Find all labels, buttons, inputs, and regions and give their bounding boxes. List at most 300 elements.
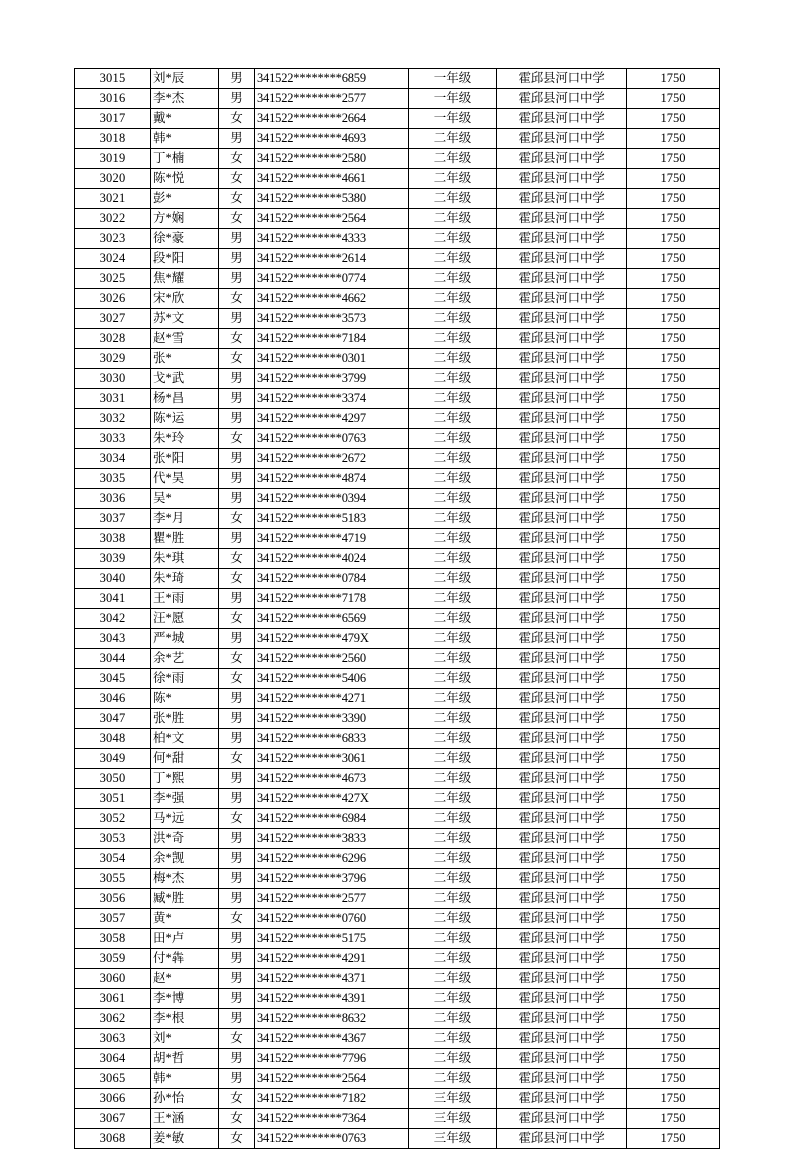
- cell-gender: 男: [219, 689, 255, 709]
- cell-grade: 二年级: [409, 129, 497, 149]
- cell-school: 霍邱县河口中学: [497, 569, 627, 589]
- cell-id-number: 341522********4297: [255, 409, 409, 429]
- table-row: [75, 889, 720, 909]
- cell-school: 霍邱县河口中学: [497, 549, 627, 569]
- cell-school: 霍邱县河口中学: [497, 289, 627, 309]
- cell-sequence-number: 3023: [75, 229, 151, 249]
- cell-id-number: 341522********5406: [255, 669, 409, 689]
- cell-amount: 1750: [627, 709, 720, 729]
- cell-grade: 二年级: [409, 969, 497, 989]
- cell-id-number: 341522********2577: [255, 889, 409, 909]
- cell-amount: 1750: [627, 169, 720, 189]
- cell-gender: 男: [219, 1009, 255, 1029]
- cell-school: 霍邱县河口中学: [497, 69, 627, 89]
- cell-school: 霍邱县河口中学: [497, 449, 627, 469]
- cell-grade: 二年级: [409, 389, 497, 409]
- cell-sequence-number: 3037: [75, 509, 151, 529]
- cell-grade: 二年级: [409, 569, 497, 589]
- cell-id-number: 341522********0394: [255, 489, 409, 509]
- cell-id-number: 341522********2560: [255, 649, 409, 669]
- cell-school: 霍邱县河口中学: [497, 489, 627, 509]
- cell-sequence-number: 3021: [75, 189, 151, 209]
- table-row: [75, 789, 720, 809]
- table-row: [75, 169, 720, 189]
- cell-gender: 男: [219, 69, 255, 89]
- cell-amount: 1750: [627, 949, 720, 969]
- cell-id-number: 341522********4291: [255, 949, 409, 969]
- cell-amount: 1750: [627, 489, 720, 509]
- cell-amount: 1750: [627, 1109, 720, 1129]
- table-row: [75, 189, 720, 209]
- cell-sequence-number: 3044: [75, 649, 151, 669]
- cell-gender: 女: [219, 609, 255, 629]
- cell-amount: 1750: [627, 749, 720, 769]
- table-row: [75, 669, 720, 689]
- cell-amount: 1750: [627, 629, 720, 649]
- cell-sequence-number: 3034: [75, 449, 151, 469]
- table-row: [75, 569, 720, 589]
- cell-gender: 女: [219, 1129, 255, 1149]
- cell-gender: 女: [219, 569, 255, 589]
- cell-amount: 1750: [627, 689, 720, 709]
- cell-student-name: 付*犇: [151, 949, 219, 969]
- cell-gender: 男: [219, 369, 255, 389]
- cell-id-number: 341522********0763: [255, 429, 409, 449]
- cell-school: 霍邱县河口中学: [497, 809, 627, 829]
- cell-grade: 二年级: [409, 249, 497, 269]
- cell-school: 霍邱县河口中学: [497, 329, 627, 349]
- cell-id-number: 341522********4874: [255, 469, 409, 489]
- cell-grade: 二年级: [409, 269, 497, 289]
- cell-grade: 三年级: [409, 1129, 497, 1149]
- table-row: [75, 69, 720, 89]
- cell-grade: 二年级: [409, 549, 497, 569]
- cell-student-name: 戈*武: [151, 369, 219, 389]
- cell-id-number: 341522********4367: [255, 1029, 409, 1049]
- cell-amount: 1750: [627, 409, 720, 429]
- cell-grade: 二年级: [409, 1029, 497, 1049]
- cell-sequence-number: 3017: [75, 109, 151, 129]
- cell-student-name: 彭*: [151, 189, 219, 209]
- cell-sequence-number: 3019: [75, 149, 151, 169]
- cell-student-name: 赵*: [151, 969, 219, 989]
- cell-gender: 男: [219, 449, 255, 469]
- cell-gender: 女: [219, 109, 255, 129]
- cell-school: 霍邱县河口中学: [497, 1109, 627, 1129]
- cell-id-number: 341522********4333: [255, 229, 409, 249]
- cell-sequence-number: 3018: [75, 129, 151, 149]
- cell-student-name: 朱*琪: [151, 549, 219, 569]
- cell-grade: 二年级: [409, 429, 497, 449]
- cell-amount: 1750: [627, 589, 720, 609]
- table-row: [75, 229, 720, 249]
- cell-student-name: 徐*雨: [151, 669, 219, 689]
- cell-id-number: 341522********7796: [255, 1049, 409, 1069]
- cell-student-name: 柏*文: [151, 729, 219, 749]
- cell-grade: 二年级: [409, 609, 497, 629]
- cell-student-name: 丁*楠: [151, 149, 219, 169]
- cell-id-number: 341522********4719: [255, 529, 409, 549]
- cell-id-number: 341522********427X: [255, 789, 409, 809]
- table-row: [75, 329, 720, 349]
- table-row: [75, 349, 720, 369]
- cell-grade: 二年级: [409, 829, 497, 849]
- cell-sequence-number: 3048: [75, 729, 151, 749]
- cell-amount: 1750: [627, 649, 720, 669]
- cell-amount: 1750: [627, 229, 720, 249]
- cell-id-number: 341522********4661: [255, 169, 409, 189]
- cell-gender: 男: [219, 389, 255, 409]
- cell-student-name: 马*远: [151, 809, 219, 829]
- cell-id-number: 341522********3573: [255, 309, 409, 329]
- cell-gender: 男: [219, 269, 255, 289]
- cell-amount: 1750: [627, 549, 720, 569]
- cell-grade: 二年级: [409, 149, 497, 169]
- cell-sequence-number: 3061: [75, 989, 151, 1009]
- cell-sequence-number: 3027: [75, 309, 151, 329]
- cell-grade: 二年级: [409, 909, 497, 929]
- cell-amount: 1750: [627, 309, 720, 329]
- cell-sequence-number: 3058: [75, 929, 151, 949]
- cell-school: 霍邱县河口中学: [497, 869, 627, 889]
- cell-id-number: 341522********2614: [255, 249, 409, 269]
- cell-gender: 女: [219, 209, 255, 229]
- cell-student-name: 苏*文: [151, 309, 219, 329]
- cell-student-name: 胡*哲: [151, 1049, 219, 1069]
- cell-sequence-number: 3054: [75, 849, 151, 869]
- cell-student-name: 戴*: [151, 109, 219, 129]
- cell-school: 霍邱县河口中学: [497, 1009, 627, 1029]
- cell-amount: 1750: [627, 569, 720, 589]
- table-row: [75, 449, 720, 469]
- cell-sequence-number: 3035: [75, 469, 151, 489]
- cell-school: 霍邱县河口中学: [497, 889, 627, 909]
- cell-amount: 1750: [627, 729, 720, 749]
- cell-grade: 二年级: [409, 209, 497, 229]
- cell-grade: 二年级: [409, 309, 497, 329]
- cell-school: 霍邱县河口中学: [497, 909, 627, 929]
- cell-gender: 男: [219, 929, 255, 949]
- cell-sequence-number: 3024: [75, 249, 151, 269]
- cell-gender: 男: [219, 469, 255, 489]
- cell-gender: 女: [219, 669, 255, 689]
- roster-table-wrapper: [74, 68, 719, 1149]
- cell-id-number: 341522********4693: [255, 129, 409, 149]
- cell-gender: 男: [219, 1069, 255, 1089]
- table-row: [75, 769, 720, 789]
- cell-gender: 女: [219, 1029, 255, 1049]
- cell-student-name: 朱*琦: [151, 569, 219, 589]
- cell-amount: 1750: [627, 529, 720, 549]
- cell-gender: 女: [219, 169, 255, 189]
- cell-sequence-number: 3042: [75, 609, 151, 629]
- cell-school: 霍邱县河口中学: [497, 609, 627, 629]
- cell-school: 霍邱县河口中学: [497, 209, 627, 229]
- cell-school: 霍邱县河口中学: [497, 409, 627, 429]
- cell-gender: 男: [219, 129, 255, 149]
- cell-school: 霍邱县河口中学: [497, 509, 627, 529]
- cell-id-number: 341522********2672: [255, 449, 409, 469]
- cell-amount: 1750: [627, 429, 720, 449]
- cell-sequence-number: 3052: [75, 809, 151, 829]
- cell-school: 霍邱县河口中学: [497, 429, 627, 449]
- cell-student-name: 刘*: [151, 1029, 219, 1049]
- cell-grade: 二年级: [409, 1049, 497, 1069]
- cell-gender: 女: [219, 349, 255, 369]
- cell-id-number: 341522********7184: [255, 329, 409, 349]
- cell-grade: 二年级: [409, 989, 497, 1009]
- cell-sequence-number: 3057: [75, 909, 151, 929]
- cell-amount: 1750: [627, 129, 720, 149]
- cell-gender: 男: [219, 249, 255, 269]
- cell-school: 霍邱县河口中学: [497, 989, 627, 1009]
- table-row: [75, 549, 720, 569]
- cell-sequence-number: 3015: [75, 69, 151, 89]
- cell-grade: 二年级: [409, 289, 497, 309]
- cell-id-number: 341522********0774: [255, 269, 409, 289]
- cell-id-number: 341522********3390: [255, 709, 409, 729]
- cell-grade: 二年级: [409, 409, 497, 429]
- cell-school: 霍邱县河口中学: [497, 649, 627, 669]
- table-row: [75, 729, 720, 749]
- table-row: [75, 749, 720, 769]
- cell-gender: 男: [219, 409, 255, 429]
- cell-grade: 二年级: [409, 929, 497, 949]
- cell-student-name: 杨*昌: [151, 389, 219, 409]
- cell-gender: 女: [219, 429, 255, 449]
- cell-gender: 女: [219, 509, 255, 529]
- cell-school: 霍邱县河口中学: [497, 389, 627, 409]
- cell-student-name: 姜*敏: [151, 1129, 219, 1149]
- cell-student-name: 段*阳: [151, 249, 219, 269]
- cell-school: 霍邱县河口中学: [497, 229, 627, 249]
- cell-amount: 1750: [627, 669, 720, 689]
- cell-grade: 二年级: [409, 509, 497, 529]
- table-row: [75, 829, 720, 849]
- cell-student-name: 王*涵: [151, 1109, 219, 1129]
- cell-id-number: 341522********0760: [255, 909, 409, 929]
- cell-id-number: 341522********7178: [255, 589, 409, 609]
- cell-id-number: 341522********4271: [255, 689, 409, 709]
- cell-sequence-number: 3026: [75, 289, 151, 309]
- cell-grade: 二年级: [409, 789, 497, 809]
- cell-sequence-number: 3028: [75, 329, 151, 349]
- cell-amount: 1750: [627, 889, 720, 909]
- cell-school: 霍邱县河口中学: [497, 149, 627, 169]
- cell-sequence-number: 3062: [75, 1009, 151, 1029]
- table-row: [75, 1029, 720, 1049]
- table-row: [75, 589, 720, 609]
- table-row: [75, 1069, 720, 1089]
- cell-school: 霍邱县河口中学: [497, 709, 627, 729]
- table-row: [75, 609, 720, 629]
- cell-amount: 1750: [627, 389, 720, 409]
- cell-school: 霍邱县河口中学: [497, 689, 627, 709]
- cell-student-name: 李*博: [151, 989, 219, 1009]
- cell-gender: 男: [219, 729, 255, 749]
- cell-student-name: 陈*: [151, 689, 219, 709]
- table-row: [75, 929, 720, 949]
- cell-amount: 1750: [627, 989, 720, 1009]
- cell-sequence-number: 3049: [75, 749, 151, 769]
- cell-student-name: 余*艺: [151, 649, 219, 669]
- table-row: [75, 89, 720, 109]
- cell-student-name: 李*根: [151, 1009, 219, 1029]
- table-row: [75, 1129, 720, 1149]
- cell-grade: 二年级: [409, 729, 497, 749]
- cell-id-number: 341522********479X: [255, 629, 409, 649]
- table-row: [75, 389, 720, 409]
- cell-sequence-number: 3029: [75, 349, 151, 369]
- cell-gender: 男: [219, 769, 255, 789]
- table-row: [75, 109, 720, 129]
- cell-school: 霍邱县河口中学: [497, 109, 627, 129]
- table-row: [75, 249, 720, 269]
- table-row: [75, 469, 720, 489]
- cell-grade: 二年级: [409, 649, 497, 669]
- cell-student-name: 刘*辰: [151, 69, 219, 89]
- student-subsidy-roster-table: [74, 68, 720, 1149]
- cell-grade: 二年级: [409, 229, 497, 249]
- cell-gender: 男: [219, 229, 255, 249]
- cell-school: 霍邱县河口中学: [497, 309, 627, 329]
- cell-school: 霍邱县河口中学: [497, 829, 627, 849]
- cell-student-name: 陈*悦: [151, 169, 219, 189]
- cell-id-number: 341522********3799: [255, 369, 409, 389]
- cell-id-number: 341522********5380: [255, 189, 409, 209]
- cell-id-number: 341522********6296: [255, 849, 409, 869]
- cell-student-name: 韩*: [151, 129, 219, 149]
- cell-grade: 一年级: [409, 69, 497, 89]
- cell-id-number: 341522********5183: [255, 509, 409, 529]
- cell-amount: 1750: [627, 909, 720, 929]
- cell-student-name: 李*杰: [151, 89, 219, 109]
- cell-school: 霍邱县河口中学: [497, 1089, 627, 1109]
- cell-amount: 1750: [627, 329, 720, 349]
- cell-grade: 二年级: [409, 189, 497, 209]
- cell-grade: 二年级: [409, 749, 497, 769]
- cell-student-name: 孙*怡: [151, 1089, 219, 1109]
- cell-amount: 1750: [627, 149, 720, 169]
- cell-sequence-number: 3025: [75, 269, 151, 289]
- cell-school: 霍邱县河口中学: [497, 949, 627, 969]
- cell-school: 霍邱县河口中学: [497, 1029, 627, 1049]
- cell-id-number: 341522********6859: [255, 69, 409, 89]
- cell-grade: 二年级: [409, 329, 497, 349]
- cell-school: 霍邱县河口中学: [497, 1049, 627, 1069]
- cell-amount: 1750: [627, 609, 720, 629]
- cell-sequence-number: 3063: [75, 1029, 151, 1049]
- cell-amount: 1750: [627, 469, 720, 489]
- cell-gender: 男: [219, 969, 255, 989]
- cell-grade: 二年级: [409, 669, 497, 689]
- cell-id-number: 341522********8632: [255, 1009, 409, 1029]
- cell-id-number: 341522********0301: [255, 349, 409, 369]
- cell-id-number: 341522********2577: [255, 89, 409, 109]
- table-row: [75, 809, 720, 829]
- table-row: [75, 289, 720, 309]
- cell-gender: 女: [219, 1109, 255, 1129]
- cell-sequence-number: 3041: [75, 589, 151, 609]
- cell-grade: 三年级: [409, 1109, 497, 1129]
- cell-student-name: 韩*: [151, 1069, 219, 1089]
- table-row: [75, 969, 720, 989]
- cell-amount: 1750: [627, 1069, 720, 1089]
- cell-grade: 二年级: [409, 949, 497, 969]
- cell-grade: 二年级: [409, 369, 497, 389]
- cell-amount: 1750: [627, 289, 720, 309]
- cell-id-number: 341522********2564: [255, 1069, 409, 1089]
- cell-school: 霍邱县河口中学: [497, 169, 627, 189]
- cell-gender: 女: [219, 809, 255, 829]
- table-row: [75, 1009, 720, 1029]
- cell-amount: 1750: [627, 869, 720, 889]
- cell-school: 霍邱县河口中学: [497, 189, 627, 209]
- cell-amount: 1750: [627, 1009, 720, 1029]
- cell-sequence-number: 3033: [75, 429, 151, 449]
- cell-grade: 一年级: [409, 89, 497, 109]
- cell-school: 霍邱县河口中学: [497, 789, 627, 809]
- cell-student-name: 方*娴: [151, 209, 219, 229]
- cell-sequence-number: 3066: [75, 1089, 151, 1109]
- cell-student-name: 何*甜: [151, 749, 219, 769]
- cell-school: 霍邱县河口中学: [497, 1129, 627, 1149]
- cell-amount: 1750: [627, 929, 720, 949]
- cell-gender: 男: [219, 829, 255, 849]
- cell-sequence-number: 3039: [75, 549, 151, 569]
- cell-id-number: 341522********7364: [255, 1109, 409, 1129]
- cell-sequence-number: 3032: [75, 409, 151, 429]
- cell-school: 霍邱县河口中学: [497, 129, 627, 149]
- cell-id-number: 341522********2664: [255, 109, 409, 129]
- cell-student-name: 汪*愿: [151, 609, 219, 629]
- cell-id-number: 341522********4371: [255, 969, 409, 989]
- table-row: [75, 529, 720, 549]
- cell-student-name: 瞿*胜: [151, 529, 219, 549]
- cell-id-number: 341522********2580: [255, 149, 409, 169]
- cell-sequence-number: 3060: [75, 969, 151, 989]
- cell-grade: 二年级: [409, 769, 497, 789]
- cell-grade: 二年级: [409, 709, 497, 729]
- cell-school: 霍邱县河口中学: [497, 1069, 627, 1089]
- cell-sequence-number: 3068: [75, 1129, 151, 1149]
- cell-grade: 二年级: [409, 349, 497, 369]
- cell-student-name: 张*: [151, 349, 219, 369]
- cell-student-name: 吴*: [151, 489, 219, 509]
- cell-student-name: 李*强: [151, 789, 219, 809]
- cell-amount: 1750: [627, 809, 720, 829]
- cell-grade: 二年级: [409, 849, 497, 869]
- cell-sequence-number: 3030: [75, 369, 151, 389]
- cell-sequence-number: 3051: [75, 789, 151, 809]
- cell-id-number: 341522********4673: [255, 769, 409, 789]
- cell-student-name: 焦*耀: [151, 269, 219, 289]
- cell-gender: 女: [219, 909, 255, 929]
- cell-id-number: 341522********7182: [255, 1089, 409, 1109]
- cell-student-name: 张*阳: [151, 449, 219, 469]
- cell-school: 霍邱县河口中学: [497, 269, 627, 289]
- table-row: [75, 1049, 720, 1069]
- cell-id-number: 341522********3374: [255, 389, 409, 409]
- table-row: [75, 429, 720, 449]
- cell-amount: 1750: [627, 369, 720, 389]
- cell-id-number: 341522********4024: [255, 549, 409, 569]
- cell-gender: 男: [219, 849, 255, 869]
- cell-grade: 二年级: [409, 869, 497, 889]
- cell-student-name: 严*城: [151, 629, 219, 649]
- cell-grade: 二年级: [409, 449, 497, 469]
- cell-amount: 1750: [627, 449, 720, 469]
